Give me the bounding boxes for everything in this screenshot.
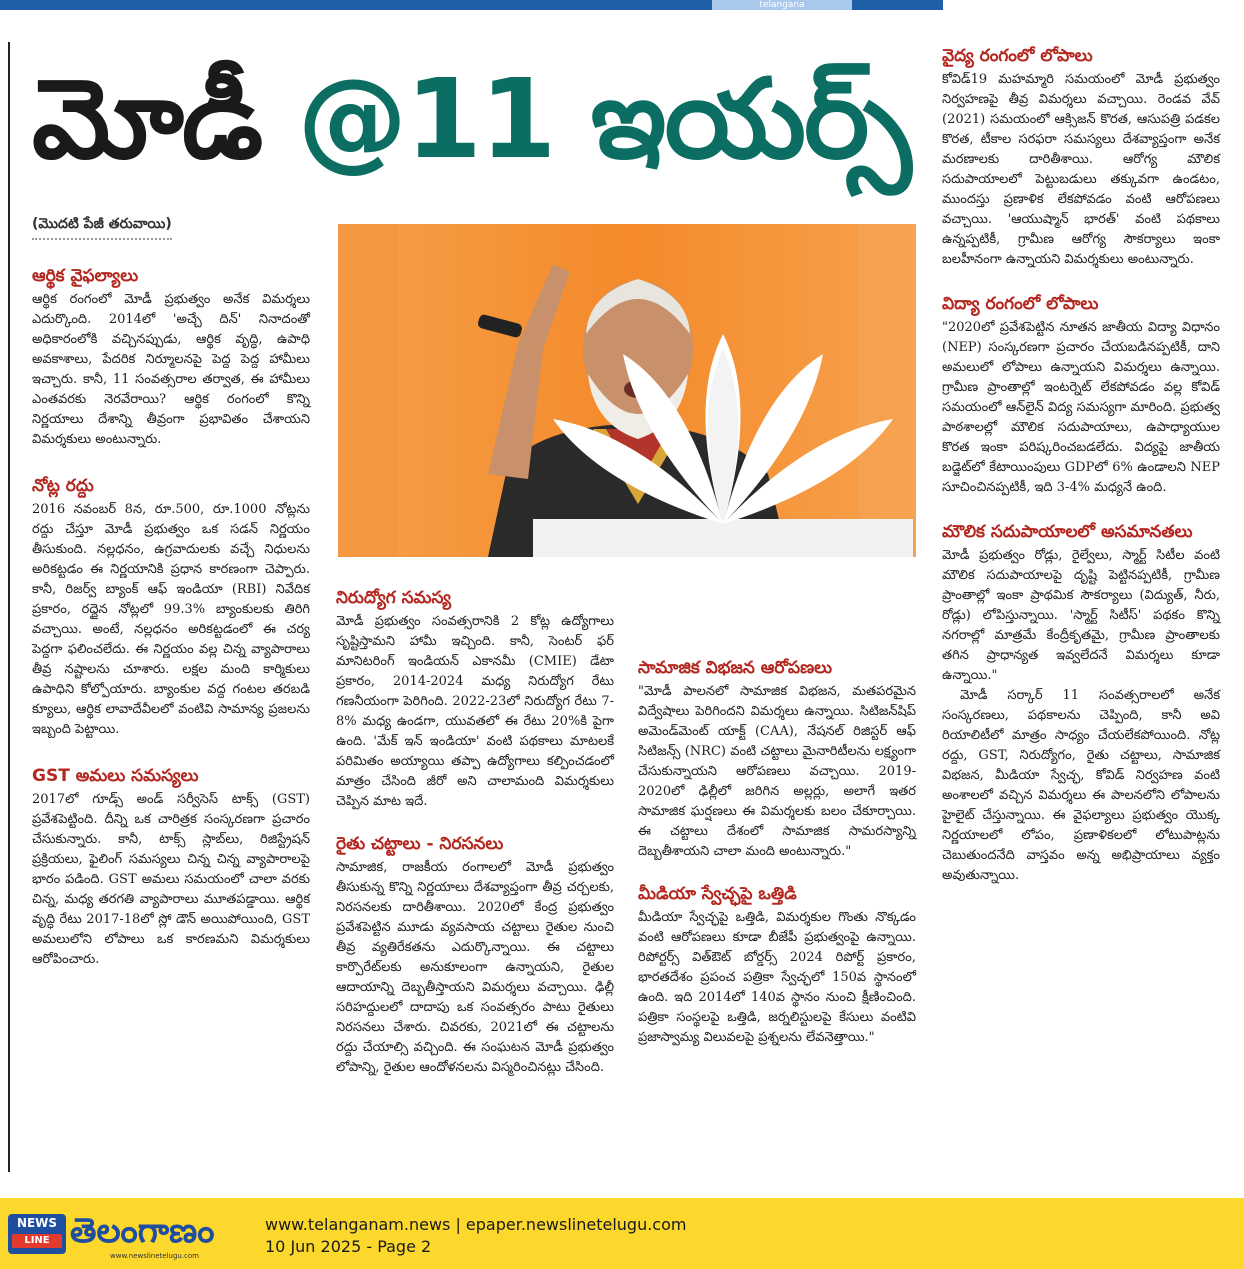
headline-part-2: @11 ఇయర్స్ [297,55,910,183]
section-media-freedom [638,882,916,1048]
page-headline [32,34,927,204]
brand-url: www.newslinetelugu.com [110,1252,199,1260]
section-economic-failures [32,264,310,450]
column-2 [336,586,614,1078]
top-section-tag: telangana [712,0,852,10]
footer-urls: www.telanganam.news | epaper.newslinetelugu.com [265,1215,687,1234]
section-education [942,292,1220,498]
speaker-photo-illustration [338,224,916,557]
section-heading: ఆర్థిక వైఫల్యాలు [32,266,139,286]
section-heading: సామాజిక విభజన ఆరోపణలు [638,658,833,678]
column-1 [32,264,310,970]
section-paragraph: ఆర్థిక రంగంలో మోడీ ప్రభుత్వం అనేక విమర్శలు ఎదుర్కొంది. 2014లో 'అచ్చే దిన్' నినాదంతో అధికారంలోకి వచ్చినప్పుడు, ఆర్థిక వృద్ధి, ఉపాధి అవకాశాలు, పేదరిక నిర్మూలనపై పెద్ద పెద్ద హామీలు ఇచ్చారు. కానీ, 11 సంవత్సరాల తర్వాత, ఈ హామీలు ఎంతవరకు నెరవేరాయి? ఆర్థిక రంగంలో కొన్ని నిర్ణయాలు దేశాన్ని తీవ్రంగా ప్రభావితం చేశాయని విమర్శకులు అంటున్నారు. [32,292,310,447]
section-heading: మీడియా స్వేచ్ఛపై ఒత్తిడి [638,884,797,904]
footer-bar [0,1198,1244,1269]
logo-line-2: LINE [12,1234,62,1248]
section-demonetisation [32,474,310,740]
section-paragraph: "2020లో ప్రవేశపెట్టిన నూతన జాతీయ విద్యా విధానం (NEP) సంస్కరణగా ప్రచారం చేయబడినప్పటికీ, దాని అమలులో లోపాలు ఉన్నాయని విమర్శలు ఉన్నాయి. గ్రామీణ ప్రాంతాల్లో ఇంటర్నెట్ లేకపోవడం వల్ల కోవిడ్ సమయంలో ఆన్‌లైన్ విద్య సమస్యగా మారింది. ప్రభుత్వ పాఠశాలల్లో మౌలిక సదుపాయాలు, ఉపాధ్యాయుల కొరత ఇంకా పరిష్కరించబడలేదు. విద్యపై జాతీయ బడ్జెట్‌లో కేటాయింపులు GDPలో 6% ఉండాలని NEP సూచించినప్పటికీ, ఇది 3-4% మధ్యనే ఉంది. [942,320,1220,495]
section-gst [32,764,310,970]
article-photo [338,224,916,557]
section-social-division [638,656,916,862]
section-paragraph: "మోడీ పాలనలో సామాజిక విభజన, మతపరమైన విద్వేషాలు పెరిగిందని విమర్శలు ఉన్నాయి. సిటిజన్‌షిప్ అమెండ్‌మెంట్ యాక్ట్ (CAA), నేషనల్ రిజిస్టర్ ఆఫ్ సిటిజన్స్ (NRC) వంటి చట్టాలు మైనారిటీలను లక్ష్యంగా చేసుకున్నాయని ఆరోపణలు వచ్చాయి. 2019-2020లో ఢిల్లీలో జరిగిన అల్లర్లు, అలాగే ఇతర సామాజిక ఘర్షణలు ఈ విమర్శలకు బలం చేకూర్చాయి. ఈ చట్టాలు దేశంలో సామాజిక సామరస్యాన్ని దెబ్బతీశాయని చాలా మంది అంటున్నారు." [638,684,916,859]
section-paragraph: సామాజిక, రాజకీయ రంగాలలో మోడీ ప్రభుత్వం తీసుకున్న కొన్ని నిర్ణయాలు దేశవ్యాప్తంగా తీవ్ర చర్చలకు, నిరసనలకు దారితీశాయి. 2020లో కేంద్ర ప్రభుత్వం ప్రవేశపెట్టిన మూడు వ్యవసాయ చట్టాలు రైతుల నుంచి తీవ్ర వ్యతిరేకతను ఎదుర్కొన్నాయి. ఈ చట్టాలు కార్పొరేట్‌లకు అనుకూలంగా ఉన్నాయని, రైతుల ఆదాయాన్ని దెబ్బతీస్తాయని విమర్శలు వచ్చాయి. ఢిల్లీ సరిహద్దులలో దాదాపు ఒక సంవత్సరం పాటు రైతులు నిరసనలు చేశారు. చివరకు, 2021లో ఈ చట్టాలను రద్దు చేయాల్సి వచ్చింది. ఈ సంఘటన మోడీ ప్రభుత్వం లోపాన్ని, రైతుల ఆందోళనలను విస్మరించినట్లు చేసింది. [336,860,614,1075]
section-infrastructure [942,520,1220,886]
left-rule [8,42,10,1172]
section-paragraph: కోవిడ్19 మహమ్మారి సమయంలో మోడీ ప్రభుత్వం నిర్వహణపై తీవ్ర విమర్శలు వచ్చాయి. రెండవ వేవ్ (2021) సమయంలో ఆక్సిజన్ కొరత, ఆసుపత్రి పడకల కొరత, టీకాల సరఫరా సమస్యలు దేశవ్యాప్తంగా అనేక మరణాలకు దారితీశాయి. ఆరోగ్య మౌలిక సదుపాయాలలో పెట్టుబడులు తక్కువగా ఉండటం, ముందస్తు ప్రణాళిక లేకపోవడం వంటి ఆరోపణలు వచ్చాయి. 'ఆయుష్మాన్ భారత్' వంటి పథకాలు ఉన్నప్పటికీ, గ్రామీణ ఆరోగ్య సౌకర్యాలు ఇంకా బలహీనంగా ఉన్నాయని విమర్శకులు అంటున్నారు. [942,72,1220,267]
section-heading: రైతు చట్టాలు - నిరసనలు [336,834,504,854]
section-heading: వైద్య రంగంలో లోపాలు [942,46,1093,66]
section-paragraph: మోడీ ప్రభుత్వం రోడ్లు, రైల్వేలు, స్మార్ట్ సిటీల వంటి మౌలిక సదుపాయాలపై దృష్టి పెట్టినప్పటికీ, గ్రామీణ ప్రాంతాల్లో ఇంకా ప్రాథమిక సౌకర్యాలు (విద్యుత్, నీరు, రోడ్లు) లోపిస్తున్నాయి. 'స్మార్ట్ సిటీస్' పథకం కొన్ని నగరాల్లో మాత్రమే కేంద్రీకృతమై, గ్రామీణ ప్రాంతాలకు తగిన ప్రాధాన్యత ఇవ్వలేదనే విమర్శలు కూడా ఉన్నాయి." [942,548,1220,683]
section-health [942,44,1220,270]
newsline-logo [8,1214,66,1254]
footer-date-page: 10 Jun 2025 - Page 2 [265,1237,432,1256]
section-heading: మౌలిక సదుపాయాలలో అసమానతలు [942,522,1193,542]
section-unemployment [336,586,614,812]
section-paragraph: మోడీ ప్రభుత్వం సంవత్సరానికి 2 కోట్ల ఉద్యోగాలు సృష్టిస్తామని హామీ ఇచ్చింది. కానీ, సెంటర్ ఫర్ మానిటరింగ్ ఇండియన్ ఎకానమీ (CMIE) డేటా ప్రకారం, 2014-2024 మధ్య నిరుద్యోగ రేటు గణనీయంగా పెరిగింది. 2022-23లో నిరుద్యోగ రేటు 7-8% మధ్య ఉండగా, యువతలో ఈ రేటు 20%కి పైగా ఉంది. 'మేక్ ఇన్ ఇండియా' వంటి పథకాలు మాటలకే పరిమితం అయ్యాయి తప్పా ఉద్యోగాలు కల్పించడంలో మాత్రం చేసింది జీరో అని చాలామంది విమర్శకులు చెప్పిన మాట ఇదే. [336,614,614,809]
section-paragraph: మీడియా స్వేచ్ఛపై ఒత్తిడి, విమర్శకుల గొంతు నొక్కడం వంటి ఆరోపణలు కూడా బీజేపీ ప్రభుత్వంపై ఉన్నాయి. రిపోర్టర్స్ విత్‌ఔట్ బోర్డర్స్ 2024 రిపోర్ట్ ప్రకారం, భారతదేశం ప్రపంచ పత్రికా స్వేచ్ఛలో 150వ స్థానంలో ఉంది. ఇది 2014లో 140వ స్థానం నుంచి క్షీణించింది. పత్రికా సంస్థలపై ఒత్తిడి, జర్నలిస్టులపై కేసులు వంటివి ప్రజాస్వామ్య విలువలపై ప్రశ్నలను లేవనెత్తాయి." [638,910,916,1045]
column-4 [942,44,1220,886]
section-paragraph: 2017లో గూడ్స్ అండ్ సర్వీసెస్ టాక్స్ (GST) ప్రవేశపెట్టింది. దీన్ని ఒక చారిత్రక సంస్కరణగా ప్రచారం చేసుకున్నారు. కానీ, టాక్స్ స్లాబ్‌లు, రిజిస్ట్రేషన్ ప్రక్రియలు, ఫైలింగ్ సమస్యలు చిన్న చిన్న వ్యాపారాలపై భారం పడింది. GST అమలు సమయంలో చాలా వరకు చిన్న, మధ్య తరగతి వ్యాపారాలు మూతపడ్డాయి. ఆర్థిక వృద్ధి రేటు 2017-18లో స్లో డౌన్ అయిపోయింది, GST అమలులోని లోపాలు ఒక కారణమని విమర్శకులు ఆరోపించారు. [32,792,310,967]
brand-name: తెలంగాణం [70,1211,215,1251]
continued-label: (మొదటి పేజీ తరువాయి) [32,216,172,240]
section-heading: నిరుద్యోగ సమస్య [336,588,452,608]
section-heading: నోట్ల రద్దు [32,476,94,496]
headline-part-1: మోడీ [32,55,298,183]
section-farm-laws [336,832,614,1078]
section-heading: GST అమలు సమస్యలు [32,766,199,786]
section-paragraph: 2016 నవంబర్ 8న, రూ.500, రూ.1000 నోట్లను రద్దు చేస్తూ మోడీ ప్రభుత్వం ఒక సడన్ నిర్ణయం తీసుకుంది. నల్లధనం, ఉగ్రవాదులకు వచ్చే నిధులను అరికట్టడం ఈ నిర్ణయానికి ప్రధాన కారణంగా చెప్పారు. కానీ, రిజర్వ్ బ్యాంక్ ఆఫ్ ఇండియా (RBI) నివేదిక ప్రకారం, రద్దైన నోట్లలో 99.3% బ్యాంకులకు తిరిగి వచ్చాయి. అంటే, నల్లధనం అరికట్టడంలో ఈ చర్య పెద్దగా ఫలించలేదు. ఈ నిర్ణయం వల్ల చిన్న వ్యాపారాలు తీవ్ర నష్టాలను చూశారు. లక్షల మంది కార్మికులు ఉపాధిని కోల్పోయారు. బ్యాంకుల వద్ద గంటల తరబడి క్యూలు, ఆర్థిక లావాదేవీలలో వంటివి సామాన్య ప్రజలను ఇబ్బంది పెట్టాయి. [32,502,310,737]
section-heading: విద్యా రంగంలో లోపాలు [942,294,1099,314]
conclusion-paragraph: మోడీ సర్కార్ 11 సంవత్సరాలలో అనేక సంస్కరణలు, పథకాలను చెప్పింది, కానీ అవి రియాలిటీలో మాత్రం సాధ్యం చేయలేకపోయింది. నోట్ల రద్దు, GST, నిరుద్యోగం, రైతు చట్టాలు, సామాజిక విభజన, మీడియా స్వేచ్ఛ, కోవిడ్ నిర్వహణ వంటి అంశాలలో వచ్చిన విమర్శలు ఈ పాలనలోని లోపాలను హైలైట్ చేస్తున్నాయి. ఈ వైఫల్యాలు ప్రభుత్వం యొక్క నిర్ణయాలలో లోపం, ప్రణాళికలలో లోటుపాట్లను చెబుతుందనేది వాస్తవం అన్న అభిప్రాయాలు వ్యక్తం అవుతున్నాయి. [942,688,1220,883]
column-3 [638,656,916,1048]
logo-line-1: NEWS [16,1216,58,1230]
